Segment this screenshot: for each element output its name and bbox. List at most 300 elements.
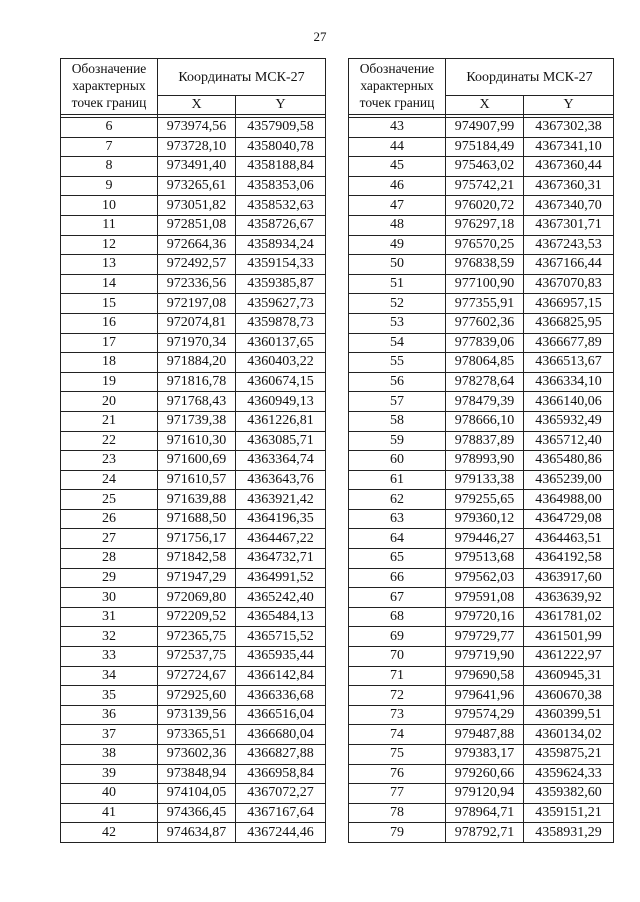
x-coordinate: 979562,03 <box>446 568 524 588</box>
x-coordinate: 979719,90 <box>446 647 524 667</box>
point-number: 47 <box>349 196 446 216</box>
x-header: X <box>446 96 524 115</box>
point-number: 69 <box>349 627 446 647</box>
x-coordinate: 979720,16 <box>446 607 524 627</box>
y-coordinate: 4364732,71 <box>236 549 326 569</box>
y-coordinate: 4365480,86 <box>524 451 614 471</box>
y-coordinate: 4361781,02 <box>524 607 614 627</box>
table-row <box>61 529 326 549</box>
x-coordinate: 971816,78 <box>158 372 236 392</box>
x-coordinate: 971610,30 <box>158 431 236 451</box>
x-coordinate: 974634,87 <box>158 823 236 843</box>
x-coordinate: 973728,10 <box>158 137 236 157</box>
x-coordinate: 975742,21 <box>446 176 524 196</box>
y-coordinate: 4364729,08 <box>524 509 614 529</box>
point-number: 40 <box>61 784 158 804</box>
point-number: 22 <box>61 431 158 451</box>
point-number: 32 <box>61 627 158 647</box>
table-row <box>349 725 614 745</box>
y-coordinate: 4358532,63 <box>236 196 326 216</box>
table-row <box>61 353 326 373</box>
point-number: 10 <box>61 196 158 216</box>
x-coordinate: 979574,29 <box>446 705 524 725</box>
table-row <box>61 431 326 451</box>
y-coordinate: 4360670,38 <box>524 686 614 706</box>
table-row <box>349 509 614 529</box>
point-number: 8 <box>61 157 158 177</box>
x-coordinate: 972069,80 <box>158 588 236 608</box>
x-coordinate: 973602,36 <box>158 745 236 765</box>
y-coordinate: 4367301,71 <box>524 215 614 235</box>
y-header: Y <box>236 96 326 115</box>
table-row <box>61 255 326 275</box>
y-coordinate: 4366677,89 <box>524 333 614 353</box>
table-row <box>61 725 326 745</box>
coordinates-header: Координаты МСК-27 <box>158 59 326 96</box>
y-coordinate: 4359382,60 <box>524 784 614 804</box>
point-number: 28 <box>61 549 158 569</box>
y-coordinate: 4361501,99 <box>524 627 614 647</box>
table-row <box>61 470 326 490</box>
point-number: 27 <box>61 529 158 549</box>
x-coordinate: 972664,36 <box>158 235 236 255</box>
x-coordinate: 976570,25 <box>446 235 524 255</box>
x-coordinate: 974104,05 <box>158 784 236 804</box>
table-row <box>349 666 614 686</box>
point-number: 19 <box>61 372 158 392</box>
y-coordinate: 4360399,51 <box>524 705 614 725</box>
x-coordinate: 975463,02 <box>446 157 524 177</box>
x-coordinate: 971970,34 <box>158 333 236 353</box>
y-coordinate: 4367167,64 <box>236 803 326 823</box>
point-number: 68 <box>349 607 446 627</box>
x-coordinate: 979487,88 <box>446 725 524 745</box>
y-header: Y <box>524 96 614 115</box>
y-coordinate: 4358726,67 <box>236 215 326 235</box>
y-coordinate: 4359624,33 <box>524 764 614 784</box>
x-coordinate: 973265,61 <box>158 176 236 196</box>
x-coordinate: 979383,17 <box>446 745 524 765</box>
point-number: 12 <box>61 235 158 255</box>
point-number: 77 <box>349 784 446 804</box>
y-coordinate: 4366334,10 <box>524 372 614 392</box>
table-row <box>61 666 326 686</box>
table-row <box>349 294 614 314</box>
y-coordinate: 4363639,92 <box>524 588 614 608</box>
x-coordinate: 972365,75 <box>158 627 236 647</box>
x-coordinate: 973051,82 <box>158 196 236 216</box>
table-row <box>349 176 614 196</box>
y-coordinate: 4366142,84 <box>236 666 326 686</box>
x-coordinate: 978792,71 <box>446 823 524 843</box>
y-coordinate: 4357909,58 <box>236 118 326 138</box>
point-number: 16 <box>61 313 158 333</box>
x-coordinate: 978479,39 <box>446 392 524 412</box>
point-number: 41 <box>61 803 158 823</box>
y-coordinate: 4367072,27 <box>236 784 326 804</box>
y-coordinate: 4363921,42 <box>236 490 326 510</box>
y-coordinate: 4367360,44 <box>524 157 614 177</box>
point-number: 70 <box>349 647 446 667</box>
table-row <box>349 627 614 647</box>
y-coordinate: 4359154,33 <box>236 255 326 275</box>
table-row <box>349 823 614 843</box>
point-number: 59 <box>349 431 446 451</box>
x-coordinate: 973491,40 <box>158 157 236 177</box>
point-number: 26 <box>61 509 158 529</box>
point-number: 17 <box>61 333 158 353</box>
x-coordinate: 971739,38 <box>158 411 236 431</box>
y-coordinate: 4359151,21 <box>524 803 614 823</box>
y-coordinate: 4364991,52 <box>236 568 326 588</box>
y-coordinate: 4359385,87 <box>236 274 326 294</box>
table-body <box>61 115 326 843</box>
table-row <box>349 157 614 177</box>
table-row <box>61 686 326 706</box>
table-row <box>349 451 614 471</box>
x-coordinate: 971688,50 <box>158 509 236 529</box>
x-coordinate: 977839,06 <box>446 333 524 353</box>
x-coordinate: 976020,72 <box>446 196 524 216</box>
x-coordinate: 977355,91 <box>446 294 524 314</box>
y-coordinate: 4366957,15 <box>524 294 614 314</box>
y-coordinate: 4360949,13 <box>236 392 326 412</box>
table-row <box>349 353 614 373</box>
table-row <box>61 411 326 431</box>
point-number: 54 <box>349 333 446 353</box>
x-coordinate: 971610,57 <box>158 470 236 490</box>
point-number: 44 <box>349 137 446 157</box>
table-row <box>349 529 614 549</box>
table-row <box>61 745 326 765</box>
point-number: 63 <box>349 509 446 529</box>
x-coordinate: 973974,56 <box>158 118 236 138</box>
point-number: 73 <box>349 705 446 725</box>
x-coordinate: 979446,27 <box>446 529 524 549</box>
table-row <box>61 215 326 235</box>
point-number: 78 <box>349 803 446 823</box>
point-number: 55 <box>349 353 446 373</box>
point-number: 29 <box>61 568 158 588</box>
point-number: 56 <box>349 372 446 392</box>
point-number: 39 <box>61 764 158 784</box>
table-row <box>349 333 614 353</box>
table-body <box>349 115 614 843</box>
point-number: 76 <box>349 764 446 784</box>
table-row <box>61 490 326 510</box>
point-number: 50 <box>349 255 446 275</box>
table-row <box>61 647 326 667</box>
y-coordinate: 4366827,88 <box>236 745 326 765</box>
table-row <box>349 274 614 294</box>
x-coordinate: 978064,85 <box>446 353 524 373</box>
point-number: 35 <box>61 686 158 706</box>
x-coordinate: 977602,36 <box>446 313 524 333</box>
y-coordinate: 4367244,46 <box>236 823 326 843</box>
y-coordinate: 4365712,40 <box>524 431 614 451</box>
point-number: 60 <box>349 451 446 471</box>
x-coordinate: 979260,66 <box>446 764 524 784</box>
point-number: 72 <box>349 686 446 706</box>
y-coordinate: 4364463,51 <box>524 529 614 549</box>
point-number: 53 <box>349 313 446 333</box>
point-number: 37 <box>61 725 158 745</box>
point-number: 25 <box>61 490 158 510</box>
point-number: 46 <box>349 176 446 196</box>
y-coordinate: 4366825,95 <box>524 313 614 333</box>
x-coordinate: 979591,08 <box>446 588 524 608</box>
y-coordinate: 4358934,24 <box>236 235 326 255</box>
y-coordinate: 4360134,02 <box>524 725 614 745</box>
table-row <box>61 705 326 725</box>
table-row <box>61 196 326 216</box>
point-number: 52 <box>349 294 446 314</box>
point-number: 65 <box>349 549 446 569</box>
table-row <box>349 568 614 588</box>
table-row <box>61 372 326 392</box>
y-coordinate: 4361226,81 <box>236 411 326 431</box>
point-number: 45 <box>349 157 446 177</box>
table-row <box>61 568 326 588</box>
y-coordinate: 4366680,04 <box>236 725 326 745</box>
x-coordinate: 971600,69 <box>158 451 236 471</box>
point-number: 13 <box>61 255 158 275</box>
table-row <box>61 823 326 843</box>
point-number: 75 <box>349 745 446 765</box>
table-row <box>61 313 326 333</box>
y-coordinate: 4365239,00 <box>524 470 614 490</box>
table-row <box>61 764 326 784</box>
table-row <box>349 764 614 784</box>
y-coordinate: 4359627,73 <box>236 294 326 314</box>
table-row <box>349 411 614 431</box>
point-number: 24 <box>61 470 158 490</box>
table-row <box>349 588 614 608</box>
point-number: 21 <box>61 411 158 431</box>
y-coordinate: 4363643,76 <box>236 470 326 490</box>
y-coordinate: 4358040,78 <box>236 137 326 157</box>
x-coordinate: 979360,12 <box>446 509 524 529</box>
x-header: X <box>158 96 236 115</box>
coordinates-header: Координаты МСК-27 <box>446 59 614 96</box>
y-coordinate: 4364467,22 <box>236 529 326 549</box>
x-coordinate: 978278,64 <box>446 372 524 392</box>
x-coordinate: 972209,52 <box>158 607 236 627</box>
table-row <box>349 313 614 333</box>
table-row <box>349 745 614 765</box>
point-number: 51 <box>349 274 446 294</box>
point-number: 30 <box>61 588 158 608</box>
x-coordinate: 977100,90 <box>446 274 524 294</box>
point-number: 42 <box>61 823 158 843</box>
table-row <box>61 451 326 471</box>
table-row <box>61 274 326 294</box>
point-number: 23 <box>61 451 158 471</box>
y-coordinate: 4367070,83 <box>524 274 614 294</box>
point-number: 38 <box>61 745 158 765</box>
point-number: 71 <box>349 666 446 686</box>
x-coordinate: 971947,29 <box>158 568 236 588</box>
point-number: 49 <box>349 235 446 255</box>
y-coordinate: 4364192,58 <box>524 549 614 569</box>
point-number: 6 <box>61 118 158 138</box>
point-number: 43 <box>349 118 446 138</box>
x-coordinate: 979133,38 <box>446 470 524 490</box>
point-number: 15 <box>61 294 158 314</box>
y-coordinate: 4363917,60 <box>524 568 614 588</box>
x-coordinate: 974366,45 <box>158 803 236 823</box>
y-coordinate: 4367341,10 <box>524 137 614 157</box>
coordinates-table-left <box>60 58 326 843</box>
x-coordinate: 978666,10 <box>446 411 524 431</box>
table-row <box>61 588 326 608</box>
point-number: 64 <box>349 529 446 549</box>
table-row <box>349 607 614 627</box>
point-number: 57 <box>349 392 446 412</box>
table-row <box>61 176 326 196</box>
table-row <box>61 137 326 157</box>
point-number: 58 <box>349 411 446 431</box>
x-coordinate: 971842,58 <box>158 549 236 569</box>
point-number: 61 <box>349 470 446 490</box>
table-row <box>349 137 614 157</box>
table-row <box>61 607 326 627</box>
x-coordinate: 974907,99 <box>446 118 524 138</box>
table-row <box>349 803 614 823</box>
table-row <box>61 627 326 647</box>
table-row <box>349 705 614 725</box>
y-coordinate: 4363364,74 <box>236 451 326 471</box>
table-row <box>349 255 614 275</box>
y-coordinate: 4367360,31 <box>524 176 614 196</box>
table-row <box>61 392 326 412</box>
point-number: 79 <box>349 823 446 843</box>
x-coordinate: 979690,58 <box>446 666 524 686</box>
y-coordinate: 4358188,84 <box>236 157 326 177</box>
y-coordinate: 4360945,31 <box>524 666 614 686</box>
table-row <box>61 509 326 529</box>
y-coordinate: 4360674,15 <box>236 372 326 392</box>
point-number: 36 <box>61 705 158 725</box>
x-coordinate: 979641,96 <box>446 686 524 706</box>
y-coordinate: 4367340,70 <box>524 196 614 216</box>
x-coordinate: 972925,60 <box>158 686 236 706</box>
table-row <box>349 196 614 216</box>
point-number: 31 <box>61 607 158 627</box>
x-coordinate: 971756,17 <box>158 529 236 549</box>
x-coordinate: 978993,90 <box>446 451 524 471</box>
y-coordinate: 4359875,21 <box>524 745 614 765</box>
point-number: 74 <box>349 725 446 745</box>
x-coordinate: 975184,49 <box>446 137 524 157</box>
x-coordinate: 971639,88 <box>158 490 236 510</box>
y-coordinate: 4366958,84 <box>236 764 326 784</box>
table-row <box>61 118 326 138</box>
y-coordinate: 4363085,71 <box>236 431 326 451</box>
y-coordinate: 4360403,22 <box>236 353 326 373</box>
point-number: 34 <box>61 666 158 686</box>
x-coordinate: 979729,77 <box>446 627 524 647</box>
point-number: 33 <box>61 647 158 667</box>
point-number: 11 <box>61 215 158 235</box>
table-row <box>349 470 614 490</box>
table-row <box>349 549 614 569</box>
x-coordinate: 971884,20 <box>158 353 236 373</box>
point-number: 48 <box>349 215 446 235</box>
table-row <box>349 372 614 392</box>
table-row <box>61 333 326 353</box>
y-coordinate: 4364196,35 <box>236 509 326 529</box>
table-row <box>349 235 614 255</box>
y-coordinate: 4367166,44 <box>524 255 614 275</box>
x-coordinate: 971768,43 <box>158 392 236 412</box>
x-coordinate: 972851,08 <box>158 215 236 235</box>
y-coordinate: 4366140,06 <box>524 392 614 412</box>
table-row <box>349 647 614 667</box>
x-coordinate: 972537,75 <box>158 647 236 667</box>
x-coordinate: 972074,81 <box>158 313 236 333</box>
y-coordinate: 4366516,04 <box>236 705 326 725</box>
table-row <box>349 431 614 451</box>
y-coordinate: 4361222,97 <box>524 647 614 667</box>
point-number: 67 <box>349 588 446 608</box>
table-row <box>349 392 614 412</box>
x-coordinate: 976297,18 <box>446 215 524 235</box>
point-label-header: Обозначение характерных точек границ <box>349 59 446 115</box>
y-coordinate: 4365242,40 <box>236 588 326 608</box>
table-row <box>349 118 614 138</box>
x-coordinate: 979513,68 <box>446 549 524 569</box>
x-coordinate: 972724,67 <box>158 666 236 686</box>
table-row <box>349 686 614 706</box>
y-coordinate: 4365935,44 <box>236 647 326 667</box>
y-coordinate: 4365484,13 <box>236 607 326 627</box>
y-coordinate: 4359878,73 <box>236 313 326 333</box>
y-coordinate: 4366336,68 <box>236 686 326 706</box>
point-number: 7 <box>61 137 158 157</box>
table-row <box>349 784 614 804</box>
page-number: 27 <box>313 29 327 44</box>
table-row <box>349 490 614 510</box>
table-row <box>61 549 326 569</box>
table-row <box>61 784 326 804</box>
point-number: 18 <box>61 353 158 373</box>
coordinates-table-right <box>348 58 614 843</box>
x-coordinate: 978837,89 <box>446 431 524 451</box>
x-coordinate: 979255,65 <box>446 490 524 510</box>
x-coordinate: 979120,94 <box>446 784 524 804</box>
point-number: 9 <box>61 176 158 196</box>
point-number: 66 <box>349 568 446 588</box>
x-coordinate: 972197,08 <box>158 294 236 314</box>
y-coordinate: 4358353,06 <box>236 176 326 196</box>
y-coordinate: 4365715,52 <box>236 627 326 647</box>
x-coordinate: 972336,56 <box>158 274 236 294</box>
table-row <box>61 157 326 177</box>
x-coordinate: 972492,57 <box>158 255 236 275</box>
table-row <box>61 235 326 255</box>
x-coordinate: 973139,56 <box>158 705 236 725</box>
point-label-header: Обозначение характерных точек границ <box>61 59 158 115</box>
y-coordinate: 4365932,49 <box>524 411 614 431</box>
x-coordinate: 973365,51 <box>158 725 236 745</box>
y-coordinate: 4367243,53 <box>524 235 614 255</box>
y-coordinate: 4367302,38 <box>524 118 614 138</box>
x-coordinate: 976838,59 <box>446 255 524 275</box>
y-coordinate: 4358931,29 <box>524 823 614 843</box>
y-coordinate: 4366513,67 <box>524 353 614 373</box>
point-number: 62 <box>349 490 446 510</box>
